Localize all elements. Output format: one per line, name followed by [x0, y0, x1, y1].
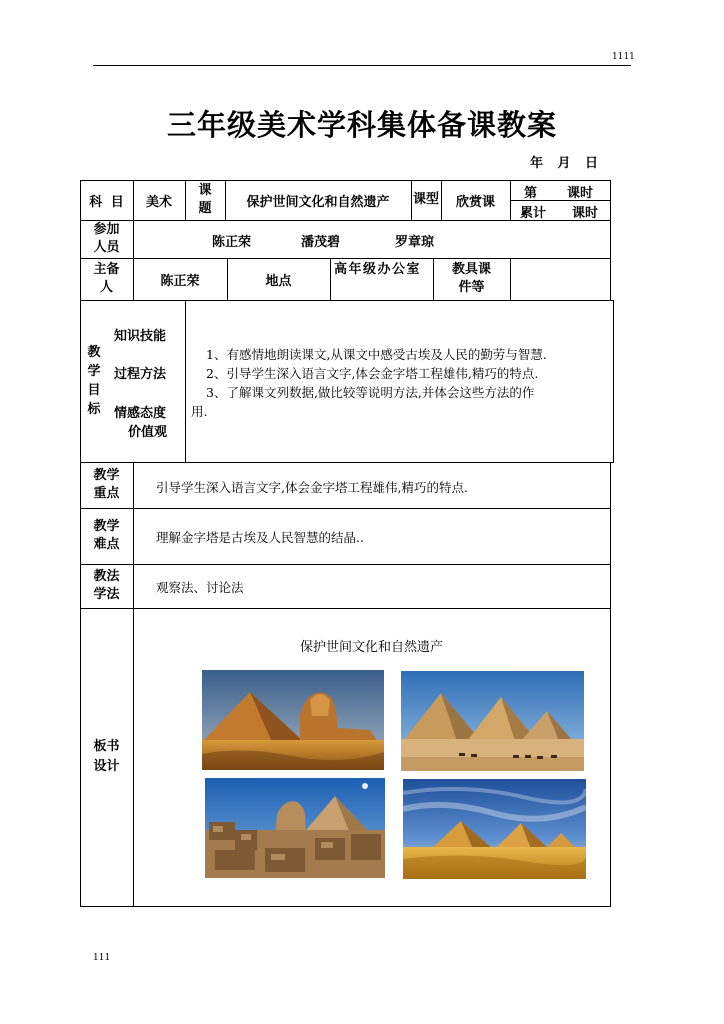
materials-value	[510, 258, 610, 300]
objective-line-3: 3、了解课文列数据,做比较等说明方法,并体会这些方法的作	[206, 385, 535, 400]
pyramids-camels-photo	[401, 671, 584, 771]
type-label: 课型	[413, 192, 440, 207]
lead-label: 主备人	[93, 262, 120, 295]
methods-label: 教法学法	[93, 569, 120, 602]
period-label-1: 第	[524, 186, 538, 201]
objective-category-process: 过程方法	[114, 367, 167, 382]
board-design-label: 板书设计	[93, 739, 120, 774]
board-heading: 保护世间文化和自然遗产	[299, 640, 443, 655]
subject-value: 美术	[145, 194, 172, 210]
objective-category-knowledge: 知识技能	[114, 329, 167, 344]
header-rule	[93, 65, 631, 66]
location-label: 地点	[265, 273, 292, 289]
objectives-label: 教学目标	[87, 345, 101, 417]
lead-value: 陈正荣	[160, 273, 200, 289]
objective-line-2: 2、引导学生深入语言文字,体会金字塔工程雄伟,精巧的特点.	[206, 366, 539, 381]
key-points-value: 引导学生深入语言文字,体会金字塔工程雄伟,精巧的特点.	[156, 480, 468, 495]
header-page-number: 1111	[612, 52, 635, 62]
sphinx-ruins-photo	[205, 778, 385, 878]
period-label-2: 课时	[567, 186, 594, 201]
participant-3: 罗章琼	[395, 235, 435, 250]
cumulative-label-2: 课时	[572, 206, 599, 221]
cumulative-label-1: 累计	[520, 206, 547, 221]
objective-category-values: 价值观	[128, 425, 168, 440]
objective-line-4: 用.	[191, 404, 208, 419]
footer-page-number: 111	[93, 953, 111, 963]
lesson-label: 课题	[198, 183, 212, 216]
page-title: 三年级美术学科集体备课教案	[166, 108, 557, 142]
participants-label: 参加人员	[93, 222, 120, 255]
objective-line-1: 1、有感情地朗读课文,从课文中感受古埃及人民的勤劳与智慧.	[206, 347, 547, 362]
participant-1: 陈正荣	[212, 235, 252, 250]
lesson-value: 保护世间文化和自然遗产	[246, 194, 390, 210]
key-points-label: 教学重点	[93, 468, 120, 501]
location-value: 高年级办公室	[334, 262, 422, 277]
date-label: 年 月 日	[530, 156, 599, 171]
pyramids-desert-sky-photo	[403, 779, 586, 879]
type-value: 欣赏课	[455, 194, 495, 210]
difficulties-value: 理解金字塔是古埃及人民智慧的结晶..	[156, 530, 364, 545]
subject-label: 科 目	[89, 194, 124, 210]
objective-category-emotion: 情感态度	[114, 406, 167, 421]
materials-label: 教具课件等	[451, 262, 491, 295]
difficulties-label: 教学难点	[93, 519, 120, 552]
sphinx-pyramid-photo	[202, 670, 384, 770]
participant-2: 潘茂碧	[301, 235, 341, 250]
methods-value: 观察法、讨论法	[156, 580, 244, 595]
